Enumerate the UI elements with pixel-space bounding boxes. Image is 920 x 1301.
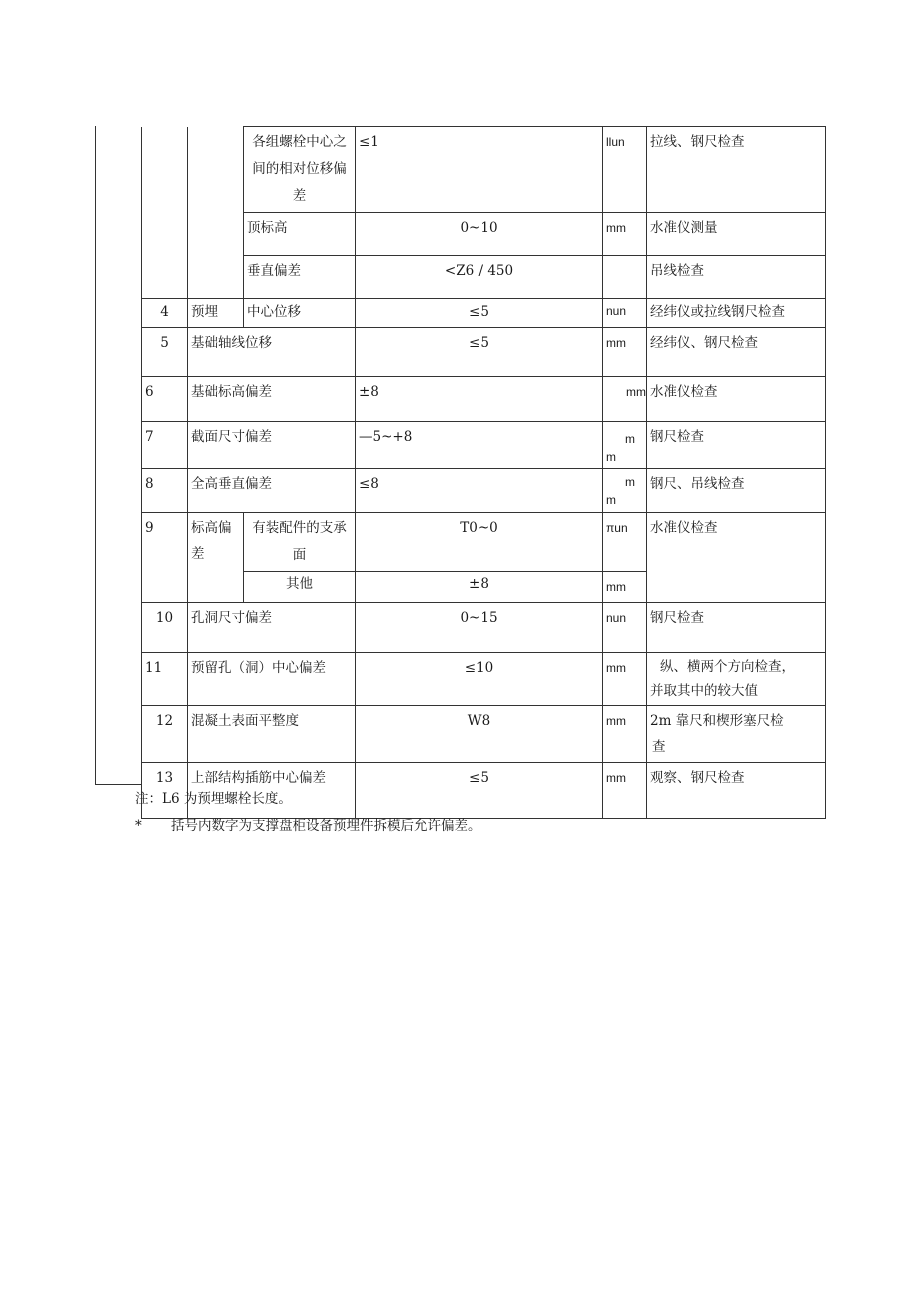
tolerance-value: ≤5 bbox=[356, 763, 603, 819]
unit-value: nun bbox=[603, 603, 647, 653]
table-row bbox=[142, 469, 826, 513]
row-number: 12 bbox=[142, 706, 188, 763]
item-name: 顶标高 bbox=[244, 213, 356, 256]
unit-value bbox=[603, 256, 647, 299]
item-name: 孔洞尺寸偏差 bbox=[188, 603, 356, 653]
tolerance-value: ±8 bbox=[356, 572, 603, 603]
row-number: 6 bbox=[142, 377, 188, 422]
check-method: 拉线、钢尺检查 bbox=[647, 127, 826, 213]
table-row bbox=[142, 377, 826, 422]
tolerance-value: ≤10 bbox=[356, 653, 603, 706]
note-line-2 bbox=[135, 813, 482, 840]
row-number: 11 bbox=[142, 653, 188, 706]
unit-value: mm bbox=[603, 653, 647, 706]
tolerance-value: —5~+8 bbox=[356, 422, 603, 469]
tolerance-value: <Z6 / 450 bbox=[356, 256, 603, 299]
check-method: 水准仪测量 bbox=[647, 213, 826, 256]
check-method-line1: 纵、横两个方向检查， bbox=[660, 659, 795, 675]
item-name: 全高垂直偏差 bbox=[188, 469, 356, 513]
unit-part-a: m bbox=[625, 432, 635, 446]
unit-value bbox=[603, 422, 647, 469]
group-cell bbox=[188, 127, 244, 299]
group-label: 预埋 bbox=[188, 299, 244, 328]
table-row bbox=[142, 256, 826, 299]
item-name: 截面尺寸偏差 bbox=[188, 422, 356, 469]
tolerance-value: W8 bbox=[356, 706, 603, 763]
row-number: 7 bbox=[142, 422, 188, 469]
row-number: 8 bbox=[142, 469, 188, 513]
check-method: 钢尺检查 bbox=[647, 603, 826, 653]
unit-value bbox=[603, 469, 647, 513]
unit-value: llun bbox=[603, 127, 647, 213]
left-border-line bbox=[95, 126, 96, 784]
row-number: 5 bbox=[142, 328, 188, 377]
check-method-line1: 2m 靠尺和楔形塞尺检 bbox=[650, 713, 784, 729]
unit-value: mm bbox=[603, 213, 647, 256]
tolerance-value: 0~10 bbox=[356, 213, 603, 256]
unit-part-b: m bbox=[606, 450, 616, 464]
table-row bbox=[142, 328, 826, 377]
note-text: 括号内数字为支撑盘柜设备预埋件拆模后允许偏差。 bbox=[171, 818, 482, 834]
unit-value: mm bbox=[603, 706, 647, 763]
table-notes bbox=[135, 786, 482, 840]
check-method: 吊线检查 bbox=[647, 256, 826, 299]
check-method bbox=[647, 706, 826, 763]
tolerance-value: ≤8 bbox=[356, 469, 603, 513]
note-line-1: 注：L6 为预埋螺栓长度。 bbox=[135, 791, 292, 807]
item-name: 中心位移 bbox=[244, 299, 356, 328]
item-name: 基础轴线位移 bbox=[188, 328, 356, 377]
check-method: 经纬仪、钢尺检查 bbox=[647, 328, 826, 377]
unit-value: mm bbox=[603, 328, 647, 377]
table-row bbox=[142, 653, 826, 706]
unit-value: mm bbox=[603, 572, 647, 603]
group-label: 标高偏差 bbox=[188, 513, 244, 603]
table-row bbox=[142, 127, 826, 213]
item-name: 其他 bbox=[244, 572, 356, 603]
row-number: 4 bbox=[142, 299, 188, 328]
row-number: 13 bbox=[142, 763, 188, 819]
check-method-line2: 查 bbox=[652, 739, 666, 755]
table-row bbox=[142, 513, 826, 572]
unit-part-a: m bbox=[625, 475, 635, 489]
check-method-line2: 并取其中的较大值 bbox=[650, 683, 758, 699]
unit-value: mm bbox=[603, 763, 647, 819]
unit-value: πun bbox=[603, 513, 647, 572]
table-row bbox=[142, 603, 826, 653]
item-name: 基础标高偏差 bbox=[188, 377, 356, 422]
check-method: 观察、钢尺检查 bbox=[647, 763, 826, 819]
bottom-border-line bbox=[95, 784, 141, 785]
unit-value: mm bbox=[603, 377, 647, 422]
check-method: 水准仪检查 bbox=[647, 377, 826, 422]
unit-part-b: m bbox=[606, 493, 616, 507]
table-row bbox=[142, 213, 826, 256]
row-number: 10 bbox=[142, 603, 188, 653]
item-name: 上部结构插筋中心偏差 bbox=[188, 763, 356, 819]
tolerance-value: 0~15 bbox=[356, 603, 603, 653]
item-name: 各组螺栓中心之间的相对位移偏差 bbox=[244, 127, 356, 213]
table-row bbox=[142, 706, 826, 763]
tolerance-value: ≤5 bbox=[356, 328, 603, 377]
check-method: 钢尺、吊线检查 bbox=[647, 469, 826, 513]
tolerance-value: ≤1 bbox=[356, 127, 603, 213]
unit-value: nun bbox=[603, 299, 647, 328]
tolerance-value: T0~0 bbox=[356, 513, 603, 572]
tolerance-value: ≤5 bbox=[356, 299, 603, 328]
row-number: 9 bbox=[142, 513, 188, 603]
item-name: 混凝土表面平整度 bbox=[188, 706, 356, 763]
check-method: 钢尺检查 bbox=[647, 422, 826, 469]
check-method: 经纬仪或拉线钢尺检查 bbox=[647, 299, 826, 328]
check-method: 水准仪检查 bbox=[647, 513, 826, 603]
tolerance-table bbox=[141, 126, 826, 819]
table-row bbox=[142, 299, 826, 328]
no-cell bbox=[142, 127, 188, 299]
tolerance-value: ±8 bbox=[356, 377, 603, 422]
check-method bbox=[647, 653, 826, 706]
table-row bbox=[142, 422, 826, 469]
item-name: 有装配件的支承面 bbox=[244, 513, 356, 572]
item-name: 预留孔（洞）中心偏差 bbox=[188, 653, 356, 706]
note-asterisk: * bbox=[135, 818, 142, 834]
item-name: 垂直偏差 bbox=[244, 256, 356, 299]
